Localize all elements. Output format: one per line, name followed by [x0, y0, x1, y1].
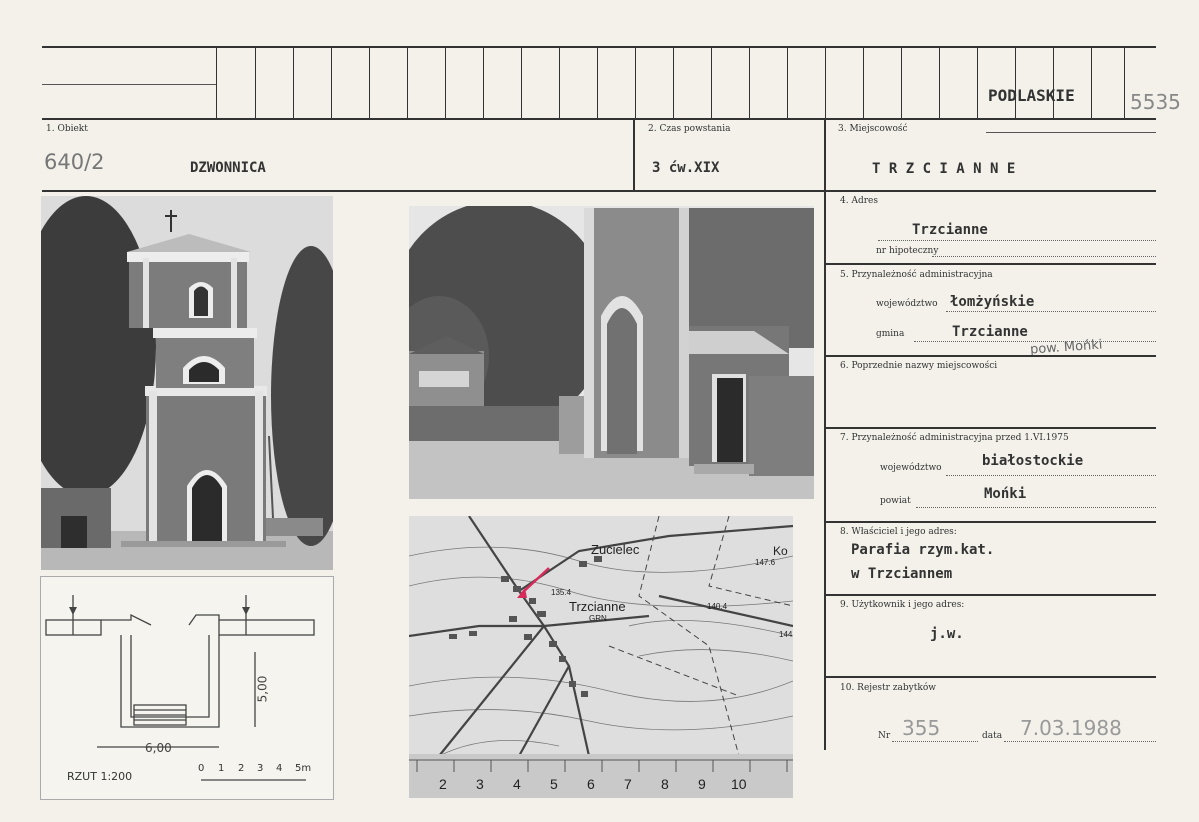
object-value: DZWONNICA [190, 160, 266, 176]
place-label: 3. Miejscowość [838, 124, 908, 134]
admin-label: 5. Przynależność administracyjna [840, 270, 993, 280]
header-column-divider [749, 46, 750, 118]
scale-tick-3: 3 [257, 763, 264, 774]
object-label: 1. Obiekt [46, 124, 88, 134]
map-grn-label: GRN [589, 614, 607, 623]
ruler-label-8: 8 [661, 776, 669, 792]
header-column-divider [787, 46, 788, 118]
old-county-value: Mońki [984, 486, 1027, 502]
previous-names-label: 6. Poprzednie nazwy miejscowości [840, 361, 998, 371]
floor-plan-drawing [41, 577, 333, 799]
scale-tick-2: 2 [238, 763, 245, 774]
place-value: T R Z C I A N N E [872, 161, 1016, 177]
map-elevation-1: 135.4 [551, 588, 572, 597]
map-elevation-4: 144 [779, 630, 793, 639]
header-column-divider [901, 46, 902, 118]
map-place-trzcianne: Trzcianne [569, 599, 626, 614]
voivodeship-value: łomżyńskie [950, 294, 1035, 310]
old-voivodeship-value: białostockie [982, 453, 1084, 469]
address-label: 4. Adres [840, 196, 878, 206]
ruler-label-6: 6 [587, 776, 595, 792]
header-column-divider [1053, 46, 1054, 118]
header-column-divider [521, 46, 522, 118]
header-column-divider [673, 46, 674, 118]
header-column-divider [635, 46, 636, 118]
plan-width-dimension: 6,00 [145, 741, 172, 755]
owner-line-2: w Trzciannem [851, 566, 953, 582]
header-column-divider [559, 46, 560, 118]
header-column-divider [711, 46, 712, 118]
user-value: j.w. [930, 626, 964, 642]
county-note: pow. Mońki [1029, 337, 1103, 358]
ruler-label-10: 10 [731, 776, 747, 792]
header-column-divider [977, 46, 978, 118]
header-column-divider [369, 46, 370, 118]
register-date-value: 7.03.1988 [1020, 716, 1122, 740]
header-column-divider [255, 46, 256, 118]
ruler-label-9: 9 [698, 776, 706, 792]
ruler-label-7: 7 [624, 776, 632, 792]
floor-plan-panel [40, 576, 334, 800]
header-column-divider [1124, 46, 1125, 118]
file-number: 640/2 [44, 150, 105, 174]
map-elevation-3: 147.6 [755, 558, 776, 567]
header-column-divider [445, 46, 446, 118]
header-column-divider [939, 46, 940, 118]
mortgage-label: nr hipoteczny [876, 246, 939, 256]
ruler-label-3: 3 [476, 776, 484, 792]
voivodeship-label: województwo [876, 299, 938, 309]
header-column-divider [331, 46, 332, 118]
header-column-divider [1015, 46, 1016, 118]
header-column-divider [293, 46, 294, 118]
location-map [409, 516, 793, 798]
old-voivodeship-label: województwo [880, 463, 942, 473]
register-label: 10. Rejestr zabytków [840, 683, 936, 693]
header-column-divider [407, 46, 408, 118]
scale-tick-0: 0 [198, 763, 205, 774]
plan-caption: RZUT 1:200 [67, 770, 133, 783]
map-edge-label: Ko [773, 544, 788, 558]
ruler-label-5: 5 [550, 776, 558, 792]
header-column-divider [216, 46, 217, 118]
plan-height-dimension: 5,00 [255, 675, 270, 703]
owner-line-1: Parafia rzym.kat. [851, 542, 995, 558]
header-column-divider [1091, 46, 1092, 118]
header-column-divider [483, 46, 484, 118]
map-elevation-2: 140.4 [707, 602, 728, 611]
date-value: 3 ćw.XIX [652, 160, 720, 176]
bell-tower-photo [41, 196, 333, 570]
header-column-divider [597, 46, 598, 118]
card-number: 5535 [1130, 90, 1181, 114]
ruler-label-4: 4 [513, 776, 521, 792]
commune-label: gmina [876, 329, 905, 339]
register-nr-label: Nr [878, 731, 891, 741]
commune-value: Trzcianne [952, 324, 1028, 340]
side-view-photo [409, 206, 814, 499]
user-label: 9. Użytkownik i jego adres: [840, 600, 965, 610]
scale-tick-5m: 5m [295, 763, 312, 774]
scale-tick-1: 1 [218, 763, 225, 774]
register-date-label: data [982, 731, 1003, 741]
scale-tick-4: 4 [276, 763, 283, 774]
admin-before-label: 7. Przynależność administracyjna przed 1.VI.1975 [840, 433, 1069, 443]
ruler-label-2: 2 [439, 776, 447, 792]
owner-label: 8. Właściciel i jego adres: [840, 527, 957, 537]
register-nr-value: 355 [902, 716, 941, 740]
map-place-zucielec: Zucielec [591, 542, 640, 557]
old-county-label: powiat [880, 496, 911, 506]
header-column-divider [863, 46, 864, 118]
region-stamp: PODLASKIE [988, 86, 1075, 105]
date-label: 2. Czas powstania [648, 124, 731, 134]
header-column-divider [825, 46, 826, 118]
address-value: Trzcianne [912, 222, 988, 238]
